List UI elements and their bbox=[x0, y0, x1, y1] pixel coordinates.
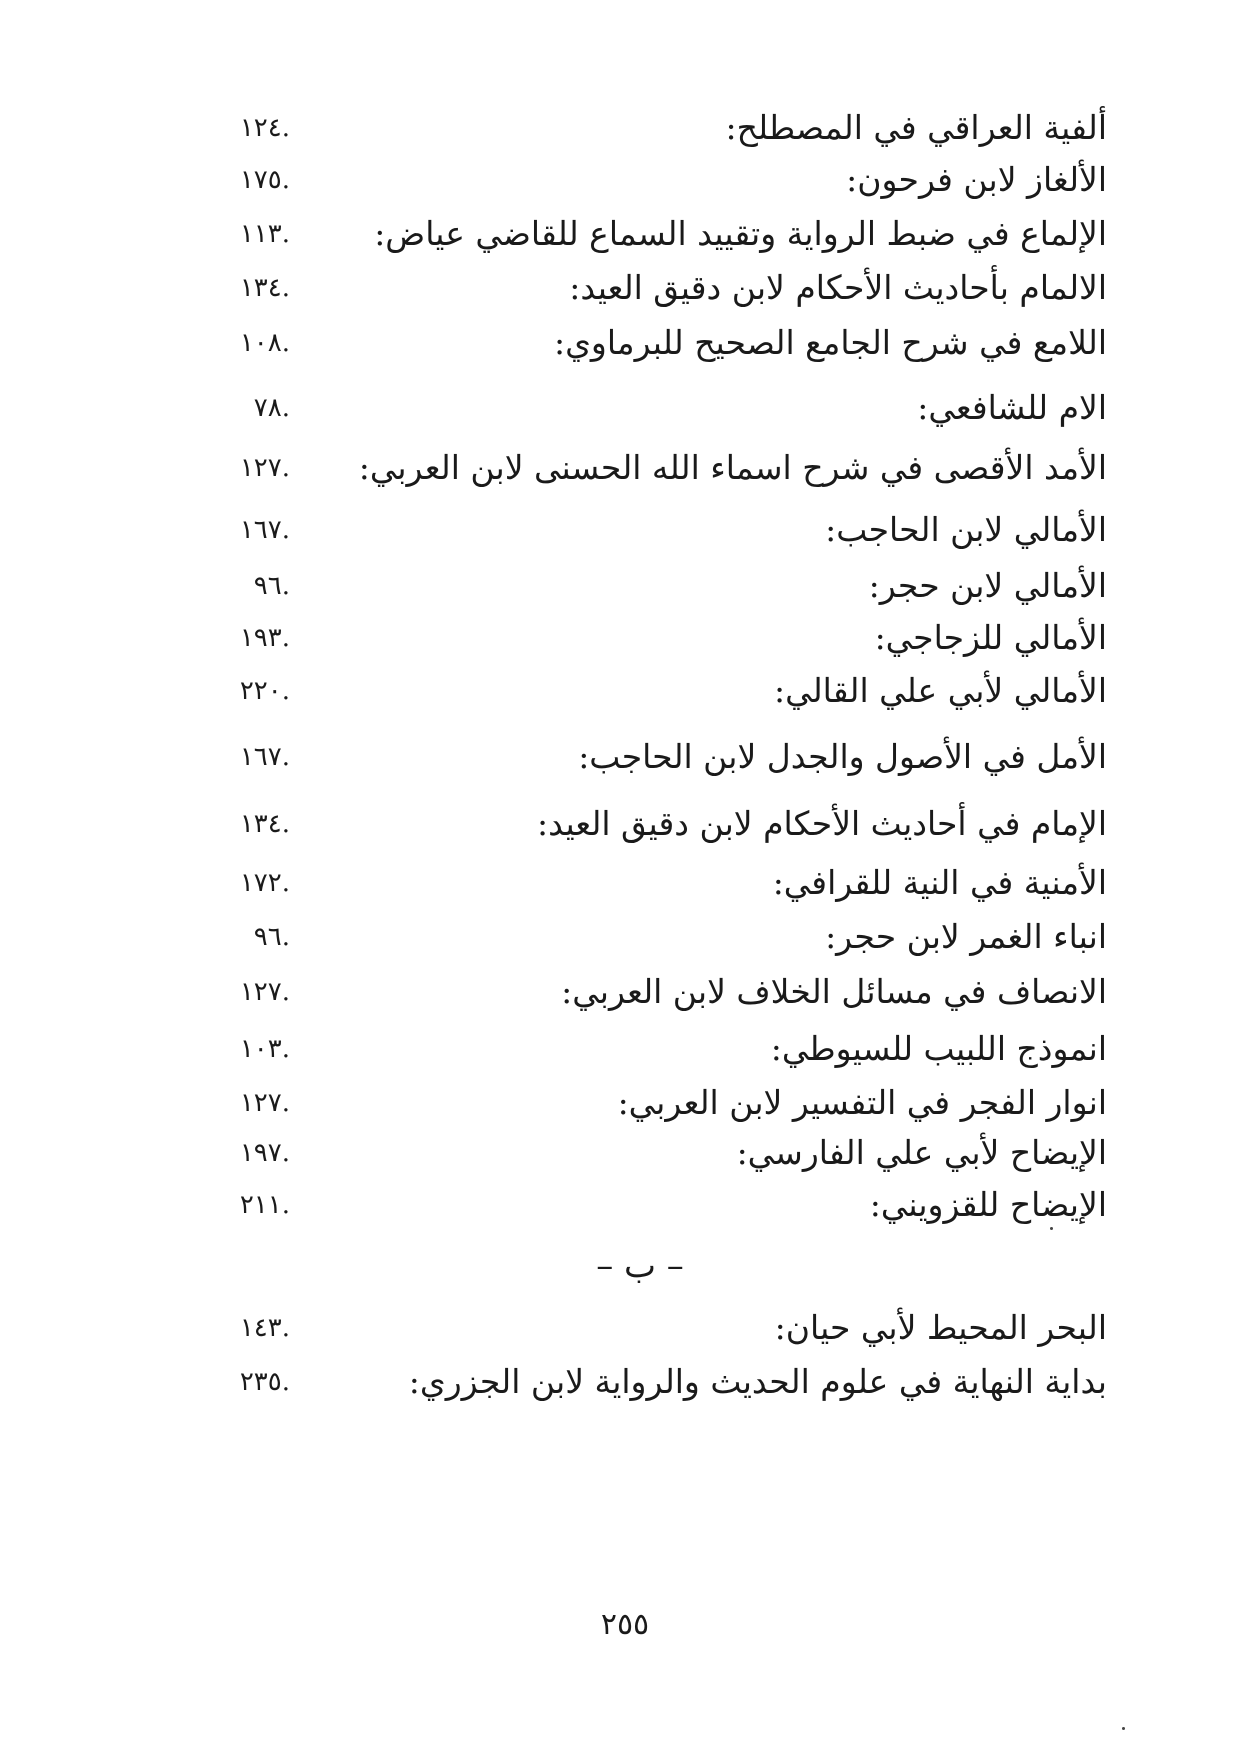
entry-page-number: .١٠٣ bbox=[239, 1034, 290, 1064]
index-entry bbox=[0, 443, 1240, 493]
index-entry bbox=[0, 967, 1240, 1017]
entry-title: الأمل في الأصول والجدل لابن الحاجب: bbox=[578, 737, 1107, 776]
entry-page-number: .١٢٤ bbox=[239, 113, 290, 143]
entry-title: الألغاز لابن فرحون: bbox=[846, 160, 1107, 199]
entry-page-number: .٧٨ bbox=[253, 393, 290, 423]
index-entry bbox=[0, 1357, 1240, 1407]
index-entry bbox=[0, 1078, 1240, 1128]
entry-page-number: .١٢٧ bbox=[239, 453, 290, 483]
index-entry bbox=[0, 1303, 1240, 1353]
scan-speck bbox=[1050, 1227, 1053, 1230]
entry-page-number: .١٦٧ bbox=[239, 742, 290, 772]
entry-title: الإيضاح للقزويني: bbox=[869, 1185, 1107, 1224]
entry-page-number: .٢١١ bbox=[239, 1190, 290, 1220]
entry-title: اللامع في شرح الجامع الصحيح للبرماوي: bbox=[553, 323, 1107, 362]
entry-title: ألفية العراقي في المصطلح: bbox=[725, 108, 1107, 147]
index-entry bbox=[0, 318, 1240, 368]
index-entry bbox=[0, 912, 1240, 962]
entry-title: الأمالي للزجاجي: bbox=[874, 618, 1107, 657]
entry-page-number: .٩٦ bbox=[253, 571, 290, 601]
entry-title: البحر المحيط لأبي حيان: bbox=[774, 1308, 1107, 1347]
index-entry bbox=[0, 209, 1240, 259]
entry-title: بداية النهاية في علوم الحديث والرواية لابن الجزري: bbox=[408, 1362, 1107, 1401]
entry-page-number: .١٤٣ bbox=[239, 1313, 290, 1343]
entry-page-number: .١٧٥ bbox=[239, 165, 290, 195]
index-entry bbox=[0, 799, 1240, 849]
entry-title: الإمام في أحاديث الأحكام لابن دقيق العيد: bbox=[537, 804, 1107, 843]
entry-title: انوار الفجر في التفسير لابن العربي: bbox=[617, 1083, 1107, 1122]
entry-page-number: .١٩٣ bbox=[239, 623, 290, 653]
index-entry bbox=[0, 1128, 1240, 1178]
entry-title: الإيضاح لأبي علي الفارسي: bbox=[736, 1133, 1107, 1172]
entry-page-number: .٩٦ bbox=[253, 922, 290, 952]
entry-page-number: .٢٢٠ bbox=[239, 676, 290, 706]
index-entry bbox=[0, 1024, 1240, 1074]
index-entry bbox=[0, 263, 1240, 313]
entry-title: الأمالي لأبي علي القالي: bbox=[773, 671, 1107, 710]
entry-page-number: .١٩٧ bbox=[239, 1138, 290, 1168]
index-entry bbox=[0, 383, 1240, 433]
entry-page-number: .١٣٤ bbox=[239, 273, 290, 303]
entry-title: الام للشافعي: bbox=[917, 388, 1107, 427]
index-entry bbox=[0, 561, 1240, 611]
entry-page-number: .١٠٨ bbox=[239, 328, 290, 358]
index-entry bbox=[0, 505, 1240, 555]
entry-page-number: .١١٣ bbox=[239, 219, 290, 249]
index-entry bbox=[0, 732, 1240, 782]
index-entry bbox=[0, 613, 1240, 663]
entry-title: انموذج اللبيب للسيوطي: bbox=[770, 1029, 1107, 1068]
entry-title: الأمنية في النية للقرافي: bbox=[772, 863, 1107, 902]
entry-title: الأمالي لابن حجر: bbox=[868, 566, 1107, 605]
scan-speck bbox=[1122, 1727, 1125, 1730]
entry-title: انباء الغمر لابن حجر: bbox=[825, 917, 1107, 956]
section-heading-ba: – ب – bbox=[596, 1246, 684, 1286]
entry-title: الأمد الأقصى في شرح اسماء الله الحسنى لابن العربي: bbox=[358, 448, 1107, 487]
index-entry bbox=[0, 666, 1240, 716]
index-entry bbox=[0, 1180, 1240, 1230]
index-entry bbox=[0, 103, 1240, 153]
entry-page-number: .١٧٢ bbox=[239, 868, 290, 898]
entry-title: الأمالي لابن الحاجب: bbox=[825, 510, 1107, 549]
entry-page-number: .٢٣٥ bbox=[239, 1367, 290, 1397]
entry-title: الإلماع في ضبط الرواية وتقييد السماع للقاضي عياض: bbox=[374, 214, 1107, 253]
entry-title: الالمام بأحاديث الأحكام لابن دقيق العيد: bbox=[569, 268, 1107, 307]
page-folio-number: ٢٥٥ bbox=[600, 1607, 650, 1642]
entry-page-number: .١٢٧ bbox=[239, 977, 290, 1007]
entry-title: الانصاف في مسائل الخلاف لابن العربي: bbox=[561, 972, 1107, 1011]
index-entry bbox=[0, 155, 1240, 205]
index-entry bbox=[0, 858, 1240, 908]
entry-page-number: .١٣٤ bbox=[239, 809, 290, 839]
entry-page-number: .١٦٧ bbox=[239, 515, 290, 545]
entry-page-number: .١٢٧ bbox=[239, 1088, 290, 1118]
